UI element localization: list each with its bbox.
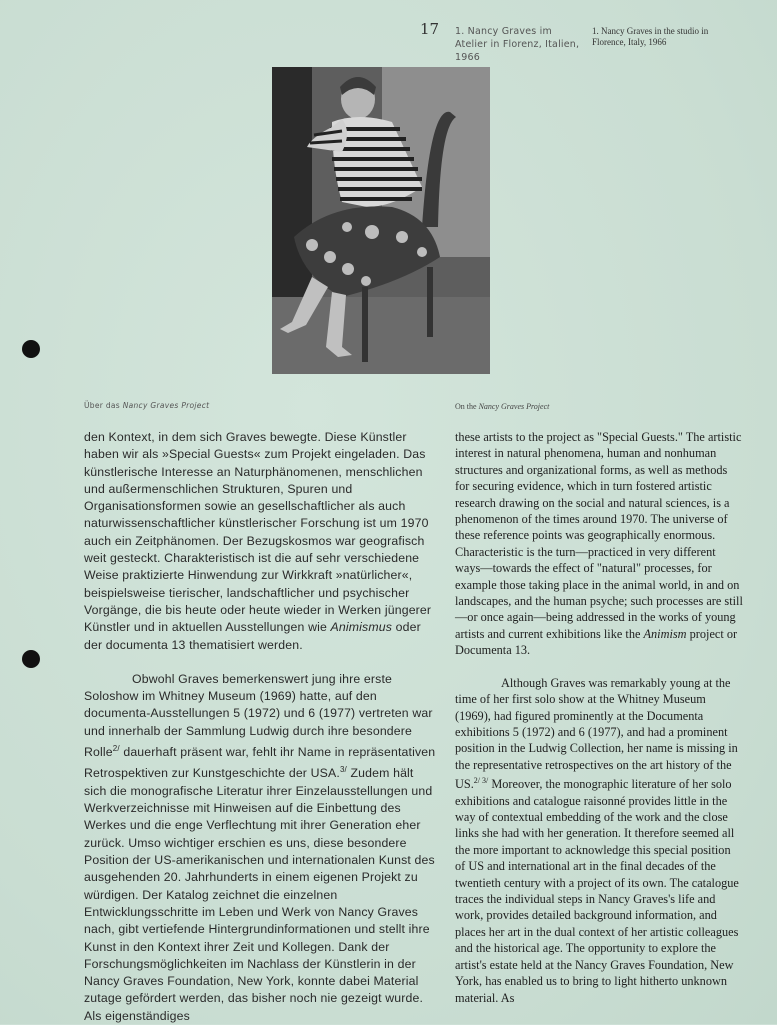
english-column (455, 429, 743, 1006)
german-column (84, 429, 439, 1025)
photo-image-icon (272, 67, 490, 374)
german-p1-end: oder der documenta 13 thematisiert werden. (84, 620, 421, 652)
english-p1-italic: Animism (643, 626, 687, 641)
german-p1-text: den Kontext, in dem sich Graves bewegte. Diese Künstler haben wir als »Special Guests« zum Projekt eingeladen. Das künstlerische Interesse an Naturphänomenen, menschlichen und außermenschlichen Strukturen, Spuren und Organisationsformen sowie an gesellschaftlicher als auch naturwissenschaftlicher künstlerischer Forschung ist um 1970 auch ein Zeitphänomen. Der Bezugskosmos war geografisch weit gesteckt. Charakteristisch ist die auf sehr verschiedene Weise praktizierte Hinwendung zur Wirkkraft »natürlicher«, beispielsweise tierischer, landschaftlicher und psychischer Vorgänge, die bis heute oder heute wieder in Werken jüngerer Künstler und in aktuellen Ausstellungen wie (84, 430, 432, 635)
english-p2-text: Although Graves was remarkably young at the time of her first solo show at the Whitney Museum (1969), had figured prominently at the Documenta exhibitions 5 (1972) and 6 (1977), and had a prominent position in the Ludwig Collection, her name is missing in the representative retrospectives on the art history of the US. (455, 675, 738, 792)
section-header-english (455, 402, 549, 411)
section-header-english-prefix: On the (455, 402, 479, 411)
english-p1-text: these artists to the project as "Special Guests." The artistic interest in natural phenomena, human and nonhuman structures and organizational forms, as well as methods for securing evidence, which in turn fostered artistic research drawing on the social and natural sciences, is a phenomenon of the times around 1970. The universe of these reference points was geographically enormous. Characteristic is the turn—practiced in very different ways—towards the effect of "natural" processes, for example those taking place in the animal world, in and on landscapes, and the human psyche; such processes are still—or once again—being addressed in the works of young artists and current exhibitions like the (455, 430, 743, 641)
binder-hole (22, 340, 40, 358)
english-paragraph (455, 675, 743, 1006)
german-paragraph (84, 429, 439, 654)
section-header-english-title: Nancy Graves Project (478, 402, 550, 411)
section-header-german (84, 401, 209, 410)
binder-hole (22, 650, 40, 668)
german-p2-text-c: Zudem hält sich die monografische Literatur ihrer Einzelausstellungen und Werkverzeichnisse mit Hinweisen auf die Einbettung des Werkes und die enge Verflechtung mit ihrer Generation eher zurück. Umso wichtiger erschien es uns, diese besondere Position der US-amerikanischen und internationalen Kunst des ausgehenden 20. Jahrhunderts in einem eigenen Projekt zu würdigen. Der Katalog zeichnet die einzelnen Entwicklungsschritte im Leben und Werk von Nancy Graves nach, gibt vertiefende Hintergrundinformationen und stellt ihre Kunst in den Kontext ihrer Zeit und Kollegen. Dank der Forschungsmöglichkeiten im Nachlass der Künstlerin in der Nancy Graves Foundation, New York, konnte dabei Material zutage gefördert werden, das bisher noch nie gezeigt wurde. Als eigenständiges (84, 766, 435, 1023)
section-header-german-prefix: Über das (84, 401, 123, 410)
german-paragraph (84, 671, 439, 1025)
caption-english: 1. Nancy Graves in the studio in Florence, Italy, 1966 (592, 26, 709, 47)
german-p2-text: Obwohl Graves bemerkenswert jung ihre erste Soloshow im Whitney Museum (1969) hatte, auf den documenta-Ausstellungen 5 (1972) und 6 (1977) vertreten war und innerhalb der Sammlung Ludwig durch ihre besondere Rolle (84, 671, 433, 760)
photo-image (272, 67, 490, 374)
english-paragraph (455, 429, 743, 659)
caption-german: 1. Nancy Graves im Atelier in Florenz, Italien, 1966 (455, 26, 580, 63)
german-p1-italic: Animismus (330, 620, 393, 635)
german-p2-text-b: dauerhaft präsent war, fehlt ihr Name in repräsentativen Retrospektiven zur Kunstgeschichte der USA. (84, 745, 436, 781)
english-p2-text-b: Moreover, the monographic literature of her solo exhibitions and catalogue raisonné provides little in the way of contextual embedding of the work and the close links she had with her generation. It therefore seemed all the more important to acknowledge this special position of US and international art in the final decades of the twentieth century with a project of its own. The catalogue traces the individual steps in Nancy Graves's life and work, provides detailed background information, and places her art in the dual context of her artistic colleagues and the historical age. The opportunity to explore the artist's estate held at the Nancy Graves Foundation, New York, has enabled us to bring to light hitherto unknown material. As (455, 777, 739, 1005)
page-number: 17 (420, 20, 440, 38)
section-header-german-title: Nancy Graves Project (122, 401, 210, 410)
english-p1-end: project or Documenta 13. (455, 626, 738, 658)
german-footnote-ref: 3/ (339, 765, 347, 775)
english-footnote-ref: 2/ 3/ (473, 776, 489, 786)
german-footnote-ref: 2/ (112, 744, 120, 754)
